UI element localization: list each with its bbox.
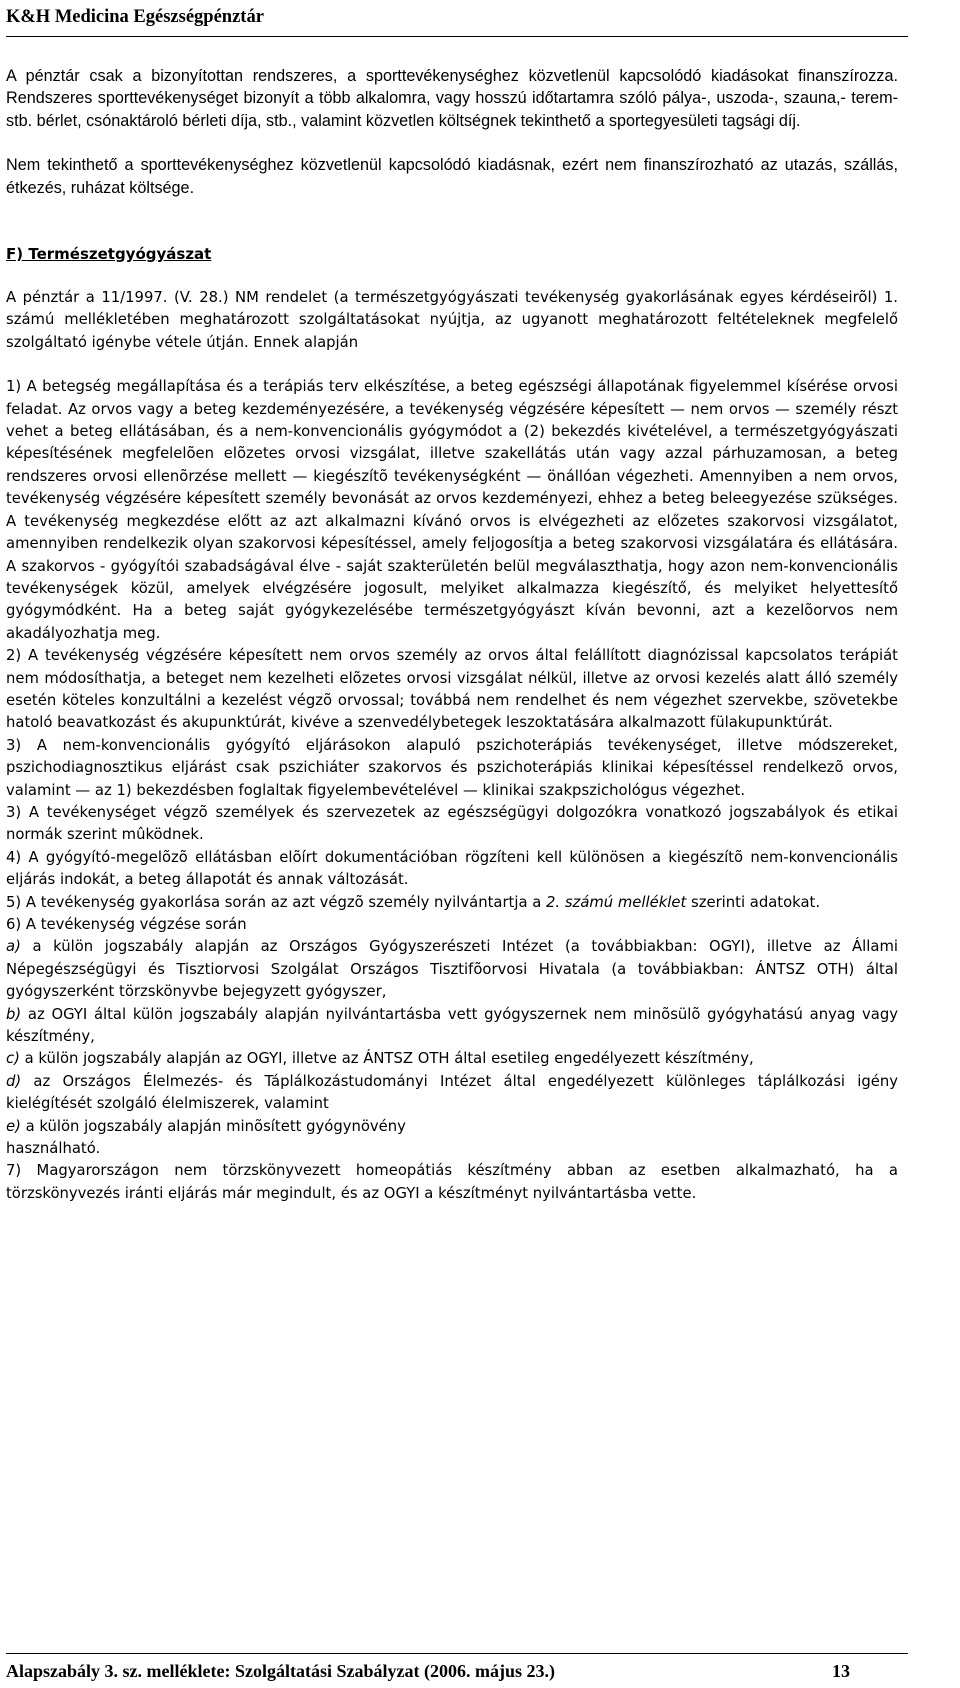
rule-3a-paragraph: 3) A nem-konvencionális gyógyító eljárásokon alapuló pszichoterápiás tevékenységet, illetve módszereket, pszichodiagnosztikus eljárást csak pszichiáter szakorvos és pszichoterápiás klinikai képesítéssel rendelkezõ orvos, valamint — az 1) bekezdésben foglaltak figyelembevételével — klinikai szakpszichológus végezhet. bbox=[6, 736, 898, 799]
list-item-b bbox=[6, 1004, 898, 1049]
page-header: K&H Medicina Egészségpénztár bbox=[6, 0, 908, 37]
list-label-a: a) bbox=[6, 938, 21, 956]
list-label-e: e) bbox=[6, 1117, 21, 1135]
rule-3b-paragraph: 3) A tevékenységet végzõ személyek és szervezetek az egészségügyi dolgozókra vonatkozó jogszabályok és etikai normák szerint mûködnek. bbox=[6, 803, 898, 844]
list-text-a: a külön jogszabály alapján az Országos Gyógyszerészeti Intézet (a továbbiakban: OGYI), illetve az Állami Népegészségügyi és Tisztiorvosi Szolgálat Országos Tisztifõorvosi Hivatala (a továbbiakban: ÁNTSZ OTH) által gyógyszerként törzskönyvbe bejegyzett gyógyszer, bbox=[6, 938, 898, 1001]
page-footer bbox=[6, 1653, 908, 1684]
list-closing: használható. bbox=[6, 1140, 101, 1158]
rule-5-text-end: szerinti adatokat. bbox=[686, 893, 821, 911]
list-label-d: d) bbox=[6, 1072, 22, 1090]
intro-paragraph-1: A pénztár csak a bizonyítottan rendszeres, a sporttevékenységhez közvetlenül kapcsolódó kiadásokat finanszírozza. Rendszeres sporttevékenységet bizonyít a több alkalomra, vagy hosszú időtartamra szóló pálya-, uszoda-, szauna,- terem- stb. bérlet, csónaktároló bérleti díja, stb., valamint közvetlen költségnek tekinthető a sportegyesületi tagsági díj. bbox=[6, 67, 898, 130]
list-item-d bbox=[6, 1071, 898, 1116]
list-text-e: a külön jogszabály alapján minõsített gyógynövény bbox=[20, 1117, 406, 1135]
rule-2-paragraph: 2) A tevékenység végzésére képesített nem orvos személy az orvos által felállított diagnózissal kapcsolatos terápiát nem módosíthatja, a beteget nem kezelheti elõzetes orvosi vizsgálat nélkül, illetve az orvosi kezelés alatt álló személy esetén köteles konzultálni a kezelést végzõ orvossal; továbbá nem rendelhet és nem végezhet szervekbe, szövetekbe hatoló beavatkozást és akupunktúrát, kivéve a szenvedélybetegek leszoktatására alkalmazott fülakupunktúrát. bbox=[6, 647, 898, 732]
rule-4-paragraph: 4) A gyógyító-megelõzõ ellátásban elõírt dokumentációban rögzíteni kell különösen a kiegészítõ nem-konvencionális eljárás indokát, a beteg állapotát és annak változását. bbox=[6, 848, 898, 889]
list-text-b: az OGYI által külön jogszabály alapján nyilvántartásba vett gyógyszernek nem minõsülõ gyógyhatású anyag vagy készítmény, bbox=[6, 1005, 898, 1046]
list-label-b: b) bbox=[6, 1005, 22, 1023]
legal-reference-paragraph: A pénztár a 11/1997. (V. 28.) NM rendelet (a természetgyógyászati tevékenység gyakorlásának egyes kérdéseirõl) 1. számú mellékletében meghatározott szolgáltatásokat nyújtja, az ugyanott meghatározott feltételeknek megfelelő szolgáltató igénybe vétele útján. Ennek alapján bbox=[6, 289, 898, 351]
annex-reference: 2. számú melléklet bbox=[546, 893, 687, 911]
list-text-c: a külön jogszabály alapján az OGYI, illetve az ÁNTSZ OTH által esetileg engedélyezett készítmény, bbox=[19, 1050, 754, 1068]
list-item-a bbox=[6, 936, 898, 1003]
list-item-e bbox=[6, 1116, 898, 1138]
intro-paragraph-2: Nem tekinthető a sporttevékenységhez közvetlenül kapcsolódó kiadásnak, ezért nem finanszírozható az utazás, szállás, étkezés, ruházat költsége. bbox=[6, 156, 898, 197]
list-item-c bbox=[6, 1048, 898, 1070]
rule-5-paragraph bbox=[6, 892, 898, 914]
rule-1-paragraph: 1) A betegség megállapítása és a terápiás terv elkészítése, a beteg egészségi állapotának figyelemmel kísérése orvosi feladat. Az orvos vagy a beteg kezdeményezésére, a tevékenység végzésére képesített — nem orvos — személy részt vehet a beteg ellátásában, és a nem-konvencionális gyógymódot a (2) bekezdés kivételével, a természetgyógyászati képesítésének megfelelõen elõzetes orvosi vizsgálat, illetve szakellátás után vagy azzal párhuzamosan, a beteg rendszeres orvosi ellenõrzése mellett — kiegészítõ tevékenységként — önállóan végezheti. Amennyiben a nem orvos, tevékenység végzésére képesített személy bevonását az orvos kezdeményezi, ehhez a beteg beleegyezése szükséges. A tevékenység megkezdése előtt az azt alkalmazni kívánó orvos is elvégezheti az előzetes szakorvosi vizsgálatot, amennyiben rendelkezik olyan szakorvosi képesítéssel, amely feljogosítja a beteg szakorvosi vizsgálatára és ellátására. A szakorvos - gyógyítói szabadságával élve - saját szakterületén belül megválaszthatja, hogy azon nem-konvencionális tevékenységek közül, amelyek elvégzésére jogosult, melyiket alkalmazza kiegészítő, és melyiket helyettesítő gyógymódként. Ha a beteg saját gyógykezelésébe természetgyógyászt kíván bevonni, azt a kezelõorvos nem akadályozhatja meg. bbox=[6, 378, 898, 642]
section-heading: F) Természetgyógyászat bbox=[6, 245, 212, 264]
list-label-c: c) bbox=[6, 1050, 20, 1068]
page-number: 13 bbox=[832, 1661, 850, 1681]
rule-7-paragraph: 7) Magyarországon nem törzskönyvezett homeopátiás készítmény abban az esetben alkalmazható, ha a törzskönyvezés iránti eljárás már megindult, és az OGYI a készítményt nyilvántartásba vette. bbox=[6, 1162, 898, 1202]
footer-title: Alapszabály 3. sz. melléklete: Szolgáltatási Szabályzat (2006. május 23.) bbox=[6, 1661, 555, 1681]
page-content bbox=[6, 65, 898, 1205]
list-text-d: az Országos Élelmezés- és Táplálkozástudományi Intézet által engedélyezett különleges táplálkozási igény kielégítését szolgáló élelmiszerek, valamint bbox=[6, 1072, 898, 1113]
rule-5-text: 5) A tevékenység gyakorlása során az azt végzõ személy nyilvántartja a bbox=[6, 893, 547, 911]
rule-6-paragraph: 6) A tevékenység végzése során bbox=[6, 916, 247, 933]
